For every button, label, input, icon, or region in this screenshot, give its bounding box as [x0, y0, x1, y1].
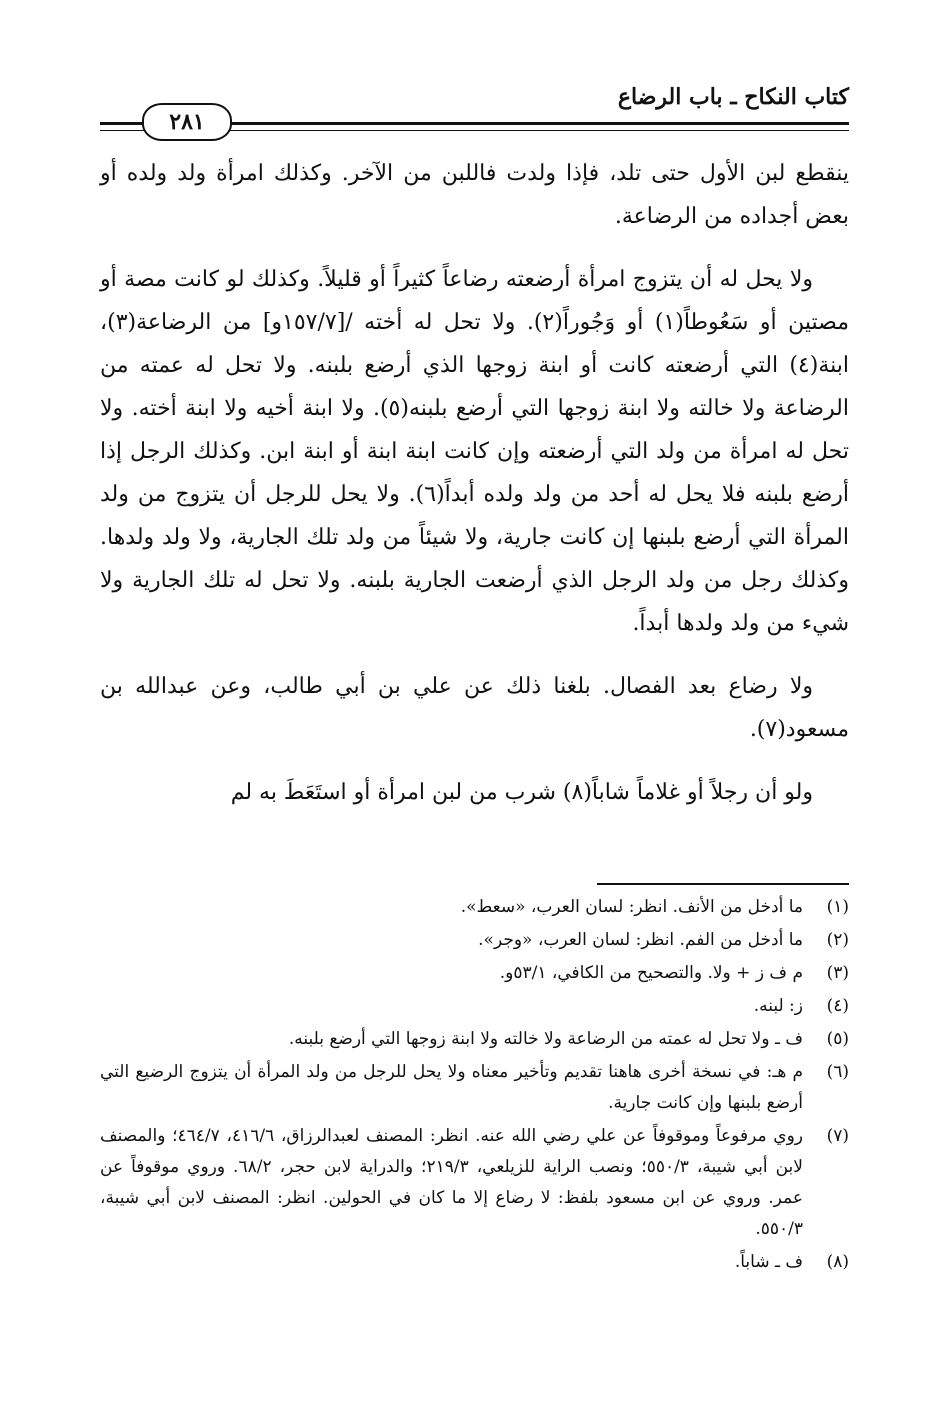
footnote-number: (٥): [826, 1029, 849, 1049]
running-title: كتاب النكاح ـ باب الرضاع: [617, 84, 849, 110]
footnote-number: (١): [826, 897, 849, 917]
footnote: [100, 1247, 849, 1278]
footnote-number: (٢): [826, 930, 849, 950]
footnote: [100, 892, 849, 923]
footnote-text: ما أدخل من الفم. انظر: لسان العرب، «وجر».: [478, 930, 803, 950]
footnote-text: ف ـ ولا تحل له عمته من الرضاعة ولا خالته ولا ابنة زوجها التي أرضع بلبنه.: [288, 1029, 803, 1049]
paragraph: ينقطع لبن الأول حتى تلد، فإذا ولدت فاللبن من الآخر. وكذلك امرأة ولد ولده أو بعض أجداده من الرضاعة.: [100, 161, 849, 229]
footnote: [100, 991, 849, 1022]
footnote-text: م ف ز + ولا. والتصحيح من الكافي، ٥٣/١و.: [499, 963, 803, 983]
footnote: [100, 958, 849, 989]
footnote: [100, 925, 849, 956]
footnote-number: (٣): [826, 963, 849, 983]
footnote-text: ف ـ شاباً.: [734, 1252, 803, 1272]
paragraph: ولا يحل له أن يتزوج امرأة أرضعته رضاعاً كثيراً أو قليلاً. وكذلك لو كانت مصة أو مصتين أو سَعُوطاً(١) أو وَجُوراً(٢). ولا تحل له أخته /[١٥٧/٧و] من الرضاعة(٣)، ابنة(٤) التي أرضعته كانت أو ابنة زوجها الذي أرضع بلبنه. ولا تحل له عمته من الرضاعة ولا خالته ولا ابنة زوجها التي أرضع بلبنه(٥). ولا ابنة أخيه ولا ابنة أخته. ولا تحل له امرأة من ولد التي أرضعته وإن كانت ابنة ابنة أو ابنة ابن. وكذلك الرجل إذا أرضع بلبنه فلا يحل له أحد من ولد ولده أبداً(٦). ولا يحل للرجل أن يتزوج من ولد المرأة التي أرضع بلبنها إن كانت جارية، ولا شيئاً من ولد تلك الجارية، ولا ولد ولدها. وكذلك رجل من ولد الرجل الذي أرضعت الجارية بلبنه. ولا تحل له تلك الجارية ولا شيء من ولد ولدها أبداً.: [100, 267, 849, 636]
footnotes: [100, 892, 849, 1280]
footnote-text: ز: لبنه.: [753, 996, 803, 1016]
footnote-number: (٤): [826, 996, 849, 1016]
footnote-text: م هـ: في نسخة أخرى هاهنا تقديم وتأخير معناه ولا يحل للرجل من ولد المرأة أن يتزوج الرضيع التي أرضع بلبنها وإن كانت جارية.: [100, 1062, 803, 1113]
footnote-separator: [597, 883, 849, 885]
footnote: [100, 1024, 849, 1055]
paragraph: ولو أن رجلاً أو غلاماً شاباً(٨) شرب من لبن امرأة أو استَعَطَ به لم: [230, 780, 813, 805]
footnote-number: (٦): [826, 1062, 849, 1082]
footnote-text: ما أدخل من الأنف. انظر: لسان العرب، «سعط».: [460, 897, 803, 917]
footnote-number: (٧): [826, 1126, 849, 1146]
page-number: ٢٨١: [169, 109, 205, 135]
paragraph: ولا رضاع بعد الفصال. بلغنا ذلك عن علي بن أبي طالب، وعن عبدالله بن مسعود(٧).: [100, 674, 849, 742]
page-number-ornament: [142, 103, 232, 141]
footnote: [100, 1057, 849, 1119]
footnote-number: (٨): [826, 1252, 849, 1272]
main-text: [100, 152, 849, 834]
footnote: [100, 1121, 849, 1245]
footnote-text: روي مرفوعاً وموقوفاً عن علي رضي الله عنه. انظر: المصنف لعبدالرزاق، ٤١٦/٦، ٤٦٤/٧؛ والمصنف لابن أبي شيبة، ٥٥٠/٣؛ ونصب الراية للزيلعي، ٢١٩/٣؛ والدراية لابن حجر، ٦٨/٢. وروي موقوفاً عن عمر. وروي عن ابن مسعود بلفظ: لا رضاع إلا ما كان في الحولين. انظر: المصنف لابن أبي شيبة، ٥٥٠/٣.: [100, 1126, 803, 1239]
